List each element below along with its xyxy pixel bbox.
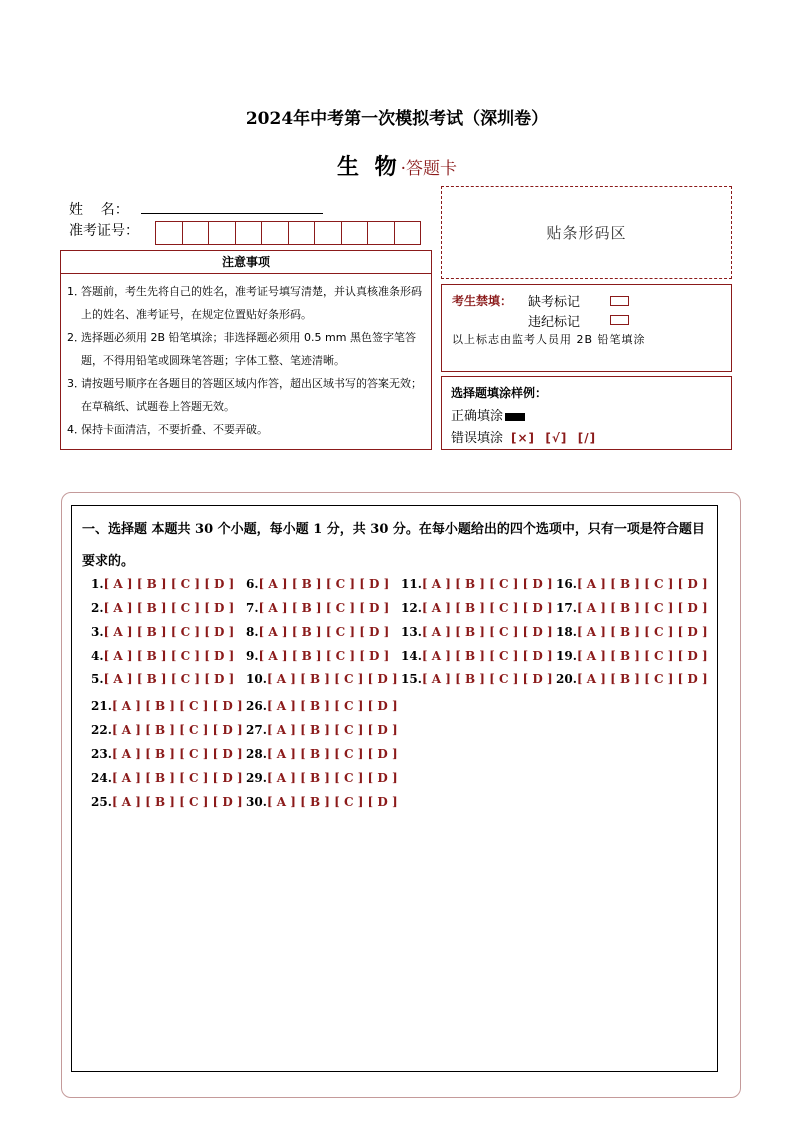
wrong-label: 错误填涂: [451, 431, 504, 446]
question-item: [91, 747, 243, 761]
wrong-marks: [×] [√] [/]: [511, 431, 597, 445]
question-number: 9.: [246, 649, 259, 663]
question-item: [91, 601, 234, 615]
answer-options[interactable]: [ A ] [ B ] [ C ] [ D ]: [421, 625, 553, 639]
violation-mark-box[interactable]: [610, 315, 629, 325]
question-number: 30.: [246, 795, 267, 809]
question-number: 26.: [246, 699, 267, 713]
question-item: [91, 649, 234, 663]
absent-label: 缺考标记: [528, 295, 581, 310]
exam-id-boxes[interactable]: [155, 221, 421, 245]
filled-mark-icon: [505, 413, 525, 421]
id-digit-box[interactable]: [315, 222, 342, 244]
question-item: [91, 795, 243, 809]
notice-number: 3．: [67, 377, 85, 390]
question-item: [91, 672, 234, 686]
correct-label: 正确填涂: [451, 409, 504, 424]
fill-sample-panel: [441, 376, 732, 450]
question-item: [246, 625, 389, 639]
answer-options[interactable]: [ A ] [ B ] [ C ] [ D ]: [266, 672, 398, 686]
question-item: [246, 601, 389, 615]
answer-options[interactable]: [ A ] [ B ] [ C ] [ D ]: [103, 577, 235, 591]
answer-options[interactable]: [ A ] [ B ] [ C ] [ D ]: [576, 625, 708, 639]
question-number: 1.: [91, 577, 104, 591]
absent-mark-box[interactable]: [610, 296, 629, 306]
id-digit-box[interactable]: [183, 222, 210, 244]
answer-options[interactable]: [ A ] [ B ] [ C ] [ D ]: [421, 649, 553, 663]
question-item: [401, 672, 553, 686]
question-number: 23.: [91, 747, 112, 761]
question-number: 21.: [91, 699, 112, 713]
answer-options[interactable]: [ A ] [ B ] [ C ] [ D ]: [421, 601, 553, 615]
notice-text: 选择题必须用 2B 铅笔填涂；非选择题必须用 0.5 mm 黑色签字笔答题，不得用铅笔或圆珠笔答题；字体工整、笔迹清晰。: [81, 331, 416, 367]
question-item: [556, 625, 708, 639]
question-number: 15.: [401, 672, 422, 686]
answer-options[interactable]: [ A ] [ B ] [ C ] [ D ]: [576, 577, 708, 591]
notice-item: [67, 326, 423, 372]
answer-options[interactable]: [ A ] [ B ] [ C ] [ D ]: [266, 699, 398, 713]
question-number: 14.: [401, 649, 422, 663]
question-item: [246, 699, 398, 713]
answer-options[interactable]: [ A ] [ B ] [ C ] [ D ]: [576, 601, 708, 615]
notice-text: 答题前，考生先将自己的姓名，准考证号填写清楚，并认真核准条形码上的姓名、准考证号，在规定位置贴好条形码。: [81, 285, 422, 321]
question-item: [401, 577, 553, 591]
answer-options[interactable]: [ A ] [ B ] [ C ] [ D ]: [103, 625, 235, 639]
notice-number: 1．: [67, 285, 85, 298]
answer-options[interactable]: [ A ] [ B ] [ C ] [ D ]: [266, 747, 398, 761]
exam-marks-panel: [441, 284, 732, 372]
question-number: 3.: [91, 625, 104, 639]
question-number: 5.: [91, 672, 104, 686]
sample-title: 选择题填涂样例：: [451, 386, 548, 400]
question-number: 11.: [401, 577, 422, 591]
answer-options[interactable]: [ A ] [ B ] [ C ] [ D ]: [258, 625, 390, 639]
question-item: [91, 625, 234, 639]
id-digit-box[interactable]: [236, 222, 263, 244]
id-digit-box[interactable]: [156, 222, 183, 244]
question-number: 29.: [246, 771, 267, 785]
violation-label: 违纪标记: [528, 315, 581, 330]
question-number: 27.: [246, 723, 267, 737]
notice-item: [67, 372, 423, 418]
id-digit-box[interactable]: [342, 222, 369, 244]
question-item: [246, 771, 398, 785]
question-number: 8.: [246, 625, 259, 639]
answer-options[interactable]: [ A ] [ B ] [ C ] [ D ]: [421, 672, 553, 686]
notice-number: 2．: [67, 331, 85, 344]
question-item: [246, 649, 389, 663]
question-number: 6.: [246, 577, 259, 591]
exam-marks-label: 考生禁填：: [452, 294, 513, 308]
answer-options[interactable]: [ A ] [ B ] [ C ] [ D ]: [111, 747, 243, 761]
question-number: 17.: [556, 601, 577, 615]
answer-options[interactable]: [ A ] [ B ] [ C ] [ D ]: [266, 795, 398, 809]
question-number: 19.: [556, 649, 577, 663]
notice-item: [67, 280, 423, 326]
name-field[interactable]: [141, 213, 323, 214]
question-item: [246, 577, 389, 591]
section-heading: 一、选择题 本题共 30 个小题，每小题 1 分，共 30 分。在每小题给出的四个选项中，只有一项是符合题目要求的。: [82, 522, 705, 569]
id-digit-box[interactable]: [289, 222, 316, 244]
question-item: [556, 649, 708, 663]
barcode-label: 贴条形码区: [546, 224, 627, 242]
answer-options[interactable]: [ A ] [ B ] [ C ] [ D ]: [266, 723, 398, 737]
wrong-sample: [451, 427, 596, 446]
question-item: [401, 649, 553, 663]
question-number: 24.: [91, 771, 112, 785]
question-item: [401, 601, 553, 615]
answer-options[interactable]: [ A ] [ B ] [ C ] [ D ]: [111, 699, 243, 713]
question-item: [246, 672, 398, 686]
notice-text: 保持卡面清洁，不要折叠、不要弄破。: [81, 423, 268, 436]
notice-item: [67, 418, 423, 441]
exam-id-label: 准考证号：: [69, 223, 139, 239]
question-item: [246, 795, 398, 809]
question-number: 28.: [246, 747, 267, 761]
question-number: 12.: [401, 601, 422, 615]
answer-options[interactable]: [ A ] [ B ] [ C ] [ D ]: [266, 771, 398, 785]
question-item: [91, 723, 243, 737]
question-item: [246, 723, 398, 737]
answer-options[interactable]: [ A ] [ B ] [ C ] [ D ]: [421, 577, 553, 591]
question-item: [556, 577, 708, 591]
notice-heading: 注意事项: [61, 251, 431, 274]
subject-name: 生 物: [336, 154, 401, 180]
question-number: 2.: [91, 601, 104, 615]
answer-options[interactable]: [ A ] [ B ] [ C ] [ D ]: [258, 577, 390, 591]
question-number: 4.: [91, 649, 104, 663]
question-number: 13.: [401, 625, 422, 639]
answer-options[interactable]: [ A ] [ B ] [ C ] [ D ]: [576, 672, 708, 686]
answer-options[interactable]: [ A ] [ B ] [ C ] [ D ]: [258, 649, 390, 663]
answer-options[interactable]: [ A ] [ B ] [ C ] [ D ]: [111, 771, 243, 785]
question-number: 7.: [246, 601, 259, 615]
barcode-area: [441, 186, 732, 279]
name-label: 姓 名：: [69, 202, 129, 218]
id-digit-box[interactable]: [368, 222, 395, 244]
exam-title: 2024年中考第一次模拟考试（深圳卷）: [245, 109, 549, 129]
question-item: [556, 601, 708, 615]
correct-sample: [451, 405, 525, 424]
id-digit-box[interactable]: [395, 222, 421, 244]
answer-options[interactable]: [ A ] [ B ] [ C ] [ D ]: [103, 672, 235, 686]
question-number: 22.: [91, 723, 112, 737]
id-digit-box[interactable]: [209, 222, 236, 244]
question-item: [91, 771, 243, 785]
question-number: 16.: [556, 577, 577, 591]
question-item: [246, 747, 398, 761]
answer-options[interactable]: [ A ] [ B ] [ C ] [ D ]: [103, 649, 235, 663]
answer-options[interactable]: [ A ] [ B ] [ C ] [ D ]: [111, 795, 243, 809]
answer-options[interactable]: [ A ] [ B ] [ C ] [ D ]: [258, 601, 390, 615]
subject-title: [0, 150, 794, 181]
answer-options[interactable]: [ A ] [ B ] [ C ] [ D ]: [576, 649, 708, 663]
question-number: 18.: [556, 625, 577, 639]
notice-text: 请按题号顺序在各题目的答题区域内作答，超出区域书写的答案无效；在草稿纸、试题卷上答题无效。: [81, 377, 422, 413]
answer-options[interactable]: [ A ] [ B ] [ C ] [ D ]: [111, 723, 243, 737]
question-number: 20.: [556, 672, 577, 686]
exam-marks-note: 以上标志由监考人员用 2B 铅笔填涂: [452, 333, 646, 346]
notice-number: 4．: [67, 423, 85, 436]
question-number: 10.: [246, 672, 267, 686]
question-item: [91, 577, 234, 591]
answer-options[interactable]: [ A ] [ B ] [ C ] [ D ]: [103, 601, 235, 615]
notice-panel: [60, 250, 432, 450]
question-item: [91, 699, 243, 713]
id-digit-box[interactable]: [262, 222, 289, 244]
question-item: [556, 672, 708, 686]
notice-list: [61, 274, 431, 441]
question-number: 25.: [91, 795, 112, 809]
answer-sheet-label: ·答题卡: [400, 159, 458, 179]
question-item: [401, 625, 553, 639]
